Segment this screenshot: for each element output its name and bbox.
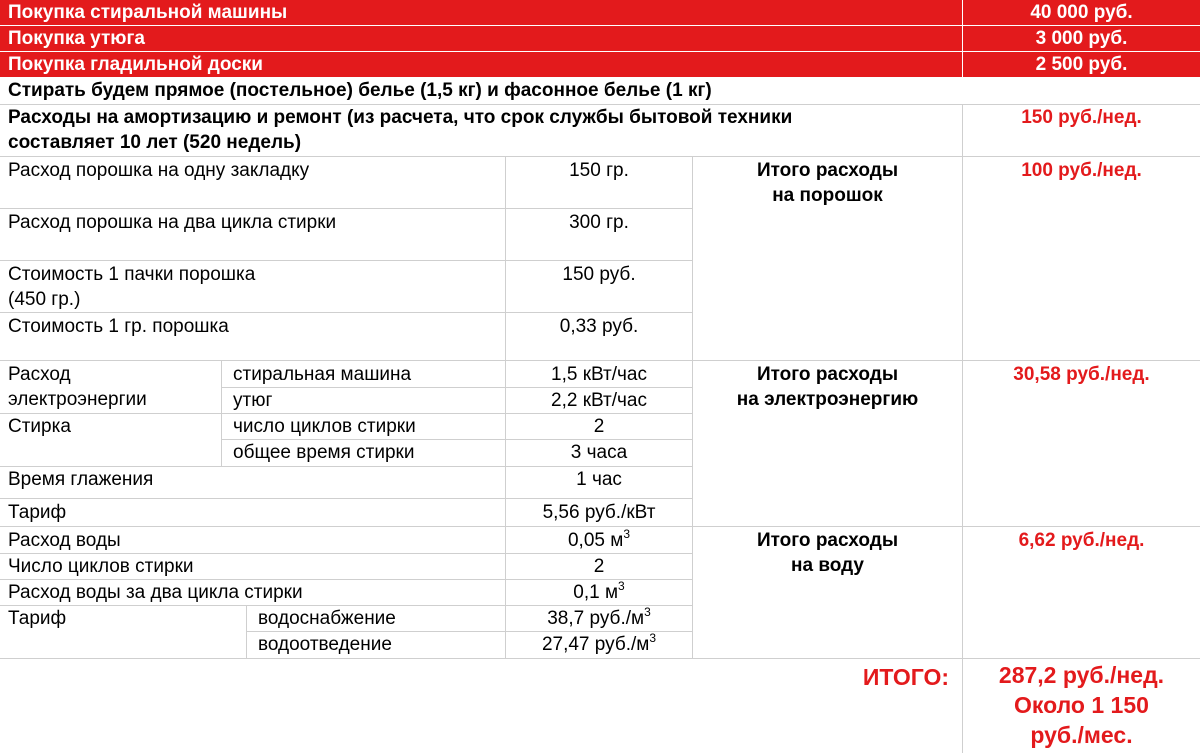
water-total-value: 6,62 руб./нед. [1018, 530, 1145, 551]
electricity-ironing-label: Время глажения [8, 469, 154, 490]
grid-line [246, 605, 247, 658]
electricity-wash-time-value: 3 часа [570, 442, 628, 463]
amortization-value: 150 руб./нед. [1021, 107, 1142, 128]
water-consumption-value [506, 528, 692, 553]
grand-total-monthly-line1: Около 1 150 [1014, 692, 1149, 718]
powder-pack-cost-value: 150 руб. [562, 264, 636, 285]
powder-two-cycles-label: Расход порошка на два цикла стирки [8, 212, 337, 233]
water-supply-value [506, 606, 692, 631]
electricity-group-line2: электроэнергии [8, 389, 147, 410]
water-supply-number: 38,7 руб./м [547, 608, 645, 629]
cube-superscript: 3 [649, 632, 657, 645]
water-consumption-label: Расход воды [8, 530, 121, 551]
powder-total-value: 100 руб./нед. [1021, 160, 1142, 181]
powder-per-load-value: 150 гр. [569, 160, 629, 181]
grid-line [0, 658, 1200, 659]
grid-line [0, 413, 692, 414]
powder-total-label [693, 158, 962, 210]
electricity-washing-label: Стирка [8, 416, 71, 437]
water-drain-number: 27,47 руб./м [541, 634, 650, 655]
water-total-line2: на воду [791, 555, 864, 576]
grid-line [221, 387, 692, 388]
water-supply-label: водоснабжение [258, 608, 396, 629]
electricity-washer-value: 1,5 кВт/час [551, 364, 647, 385]
electricity-tariff-label: Тариф [8, 502, 67, 523]
water-two-cycles-value [506, 580, 692, 605]
grid-line [0, 260, 692, 261]
water-total-line1: Итого расходы [756, 530, 899, 551]
powder-two-cycles-value: 300 гр. [569, 212, 629, 233]
purchase-label-washer: Покупка стиральной машины [0, 0, 962, 25]
grid-line [0, 312, 692, 313]
electricity-iron-label: утюг [233, 390, 273, 411]
grid-line [221, 360, 222, 466]
grid-line [0, 104, 1200, 105]
powder-gram-cost-label: Стоимость 1 гр. порошка [8, 316, 229, 337]
laundry-note: Стирать будем прямое (постельное) белье (1,5 кг) и фасонное белье (1 кг) [8, 80, 712, 101]
electricity-cycles-label: число циклов стирки [233, 416, 416, 437]
electricity-cycles-value: 2 [593, 416, 605, 437]
electricity-total-label [693, 362, 962, 414]
cube-superscript: 3 [623, 528, 630, 541]
amortization-label [0, 105, 962, 155]
electricity-group-label [0, 362, 220, 414]
amortization-label-line1: Расходы на амортизацию и ремонт (из расчета, что срок службы бытовой техники [8, 107, 793, 128]
grid-line [962, 104, 963, 753]
cube-superscript: 3 [644, 606, 651, 619]
electricity-washer-label: стиральная машина [233, 364, 412, 385]
purchase-price-board: 2 500 руб. [963, 52, 1200, 77]
powder-pack-cost-line2: (450 гр.) [8, 289, 81, 310]
grid-line [0, 360, 1200, 361]
electricity-total-line1: Итого расходы [756, 364, 899, 385]
powder-total-line1: Итого расходы [756, 160, 899, 181]
purchase-price-iron: 3 000 руб. [963, 26, 1200, 51]
grid-line [962, 0, 963, 78]
water-two-cycles-label: Расход воды за два цикла стирки [8, 582, 303, 603]
electricity-iron-value: 2,2 кВт/час [551, 390, 647, 411]
electricity-group-line1: Расход [8, 364, 71, 385]
electricity-total-line2: на электроэнергию [736, 389, 919, 410]
water-consumption-number: 0,05 м [567, 530, 624, 551]
powder-gram-cost-value: 0,33 руб. [559, 316, 639, 337]
grid-line [0, 156, 1200, 157]
grand-total-weekly: 287,2 руб./нед. [998, 662, 1165, 688]
grid-line [0, 498, 692, 499]
grid-line [0, 553, 692, 554]
grid-line [0, 208, 692, 209]
powder-total-line2: на порошок [772, 185, 883, 206]
water-cycles-label: Число циклов стирки [8, 556, 194, 577]
purchase-label-iron: Покупка утюга [0, 26, 962, 51]
grand-total-monthly-line2: руб./мес. [1030, 722, 1133, 748]
water-drain-label: водоотведение [258, 634, 392, 655]
grand-total-value [963, 660, 1200, 753]
electricity-tariff-value: 5,56 руб./кВт [542, 502, 656, 523]
grid-line [692, 156, 693, 658]
grid-line [0, 466, 692, 467]
purchase-label-board: Покупка гладильной доски [0, 52, 962, 77]
powder-pack-cost-line1: Стоимость 1 пачки порошка [8, 264, 256, 285]
electricity-total-value: 30,58 руб./нед. [1013, 364, 1150, 385]
electricity-ironing-value: 1 час [576, 469, 622, 490]
grid-line [246, 631, 692, 632]
powder-pack-cost-label [0, 262, 505, 312]
grid-line [221, 439, 692, 440]
grid-line [505, 156, 506, 658]
water-cycles-value: 2 [593, 556, 605, 577]
powder-per-load-label: Расход порошка на одну закладку [8, 160, 310, 181]
water-drain-value [506, 632, 692, 657]
grid-line [0, 526, 1200, 527]
grid-line [0, 579, 692, 580]
cube-superscript: 3 [618, 580, 625, 593]
water-two-cycles-number: 0,1 м [573, 582, 619, 603]
grid-line [0, 605, 692, 606]
grand-total-label: ИТОГО: [862, 664, 949, 690]
purchase-price-washer: 40 000 руб. [963, 0, 1200, 25]
water-tariff-label: Тариф [8, 608, 67, 629]
amortization-label-line2: составляет 10 лет (520 недель) [8, 132, 302, 153]
electricity-wash-time-label: общее время стирки [233, 442, 415, 463]
water-total-label [693, 528, 962, 580]
